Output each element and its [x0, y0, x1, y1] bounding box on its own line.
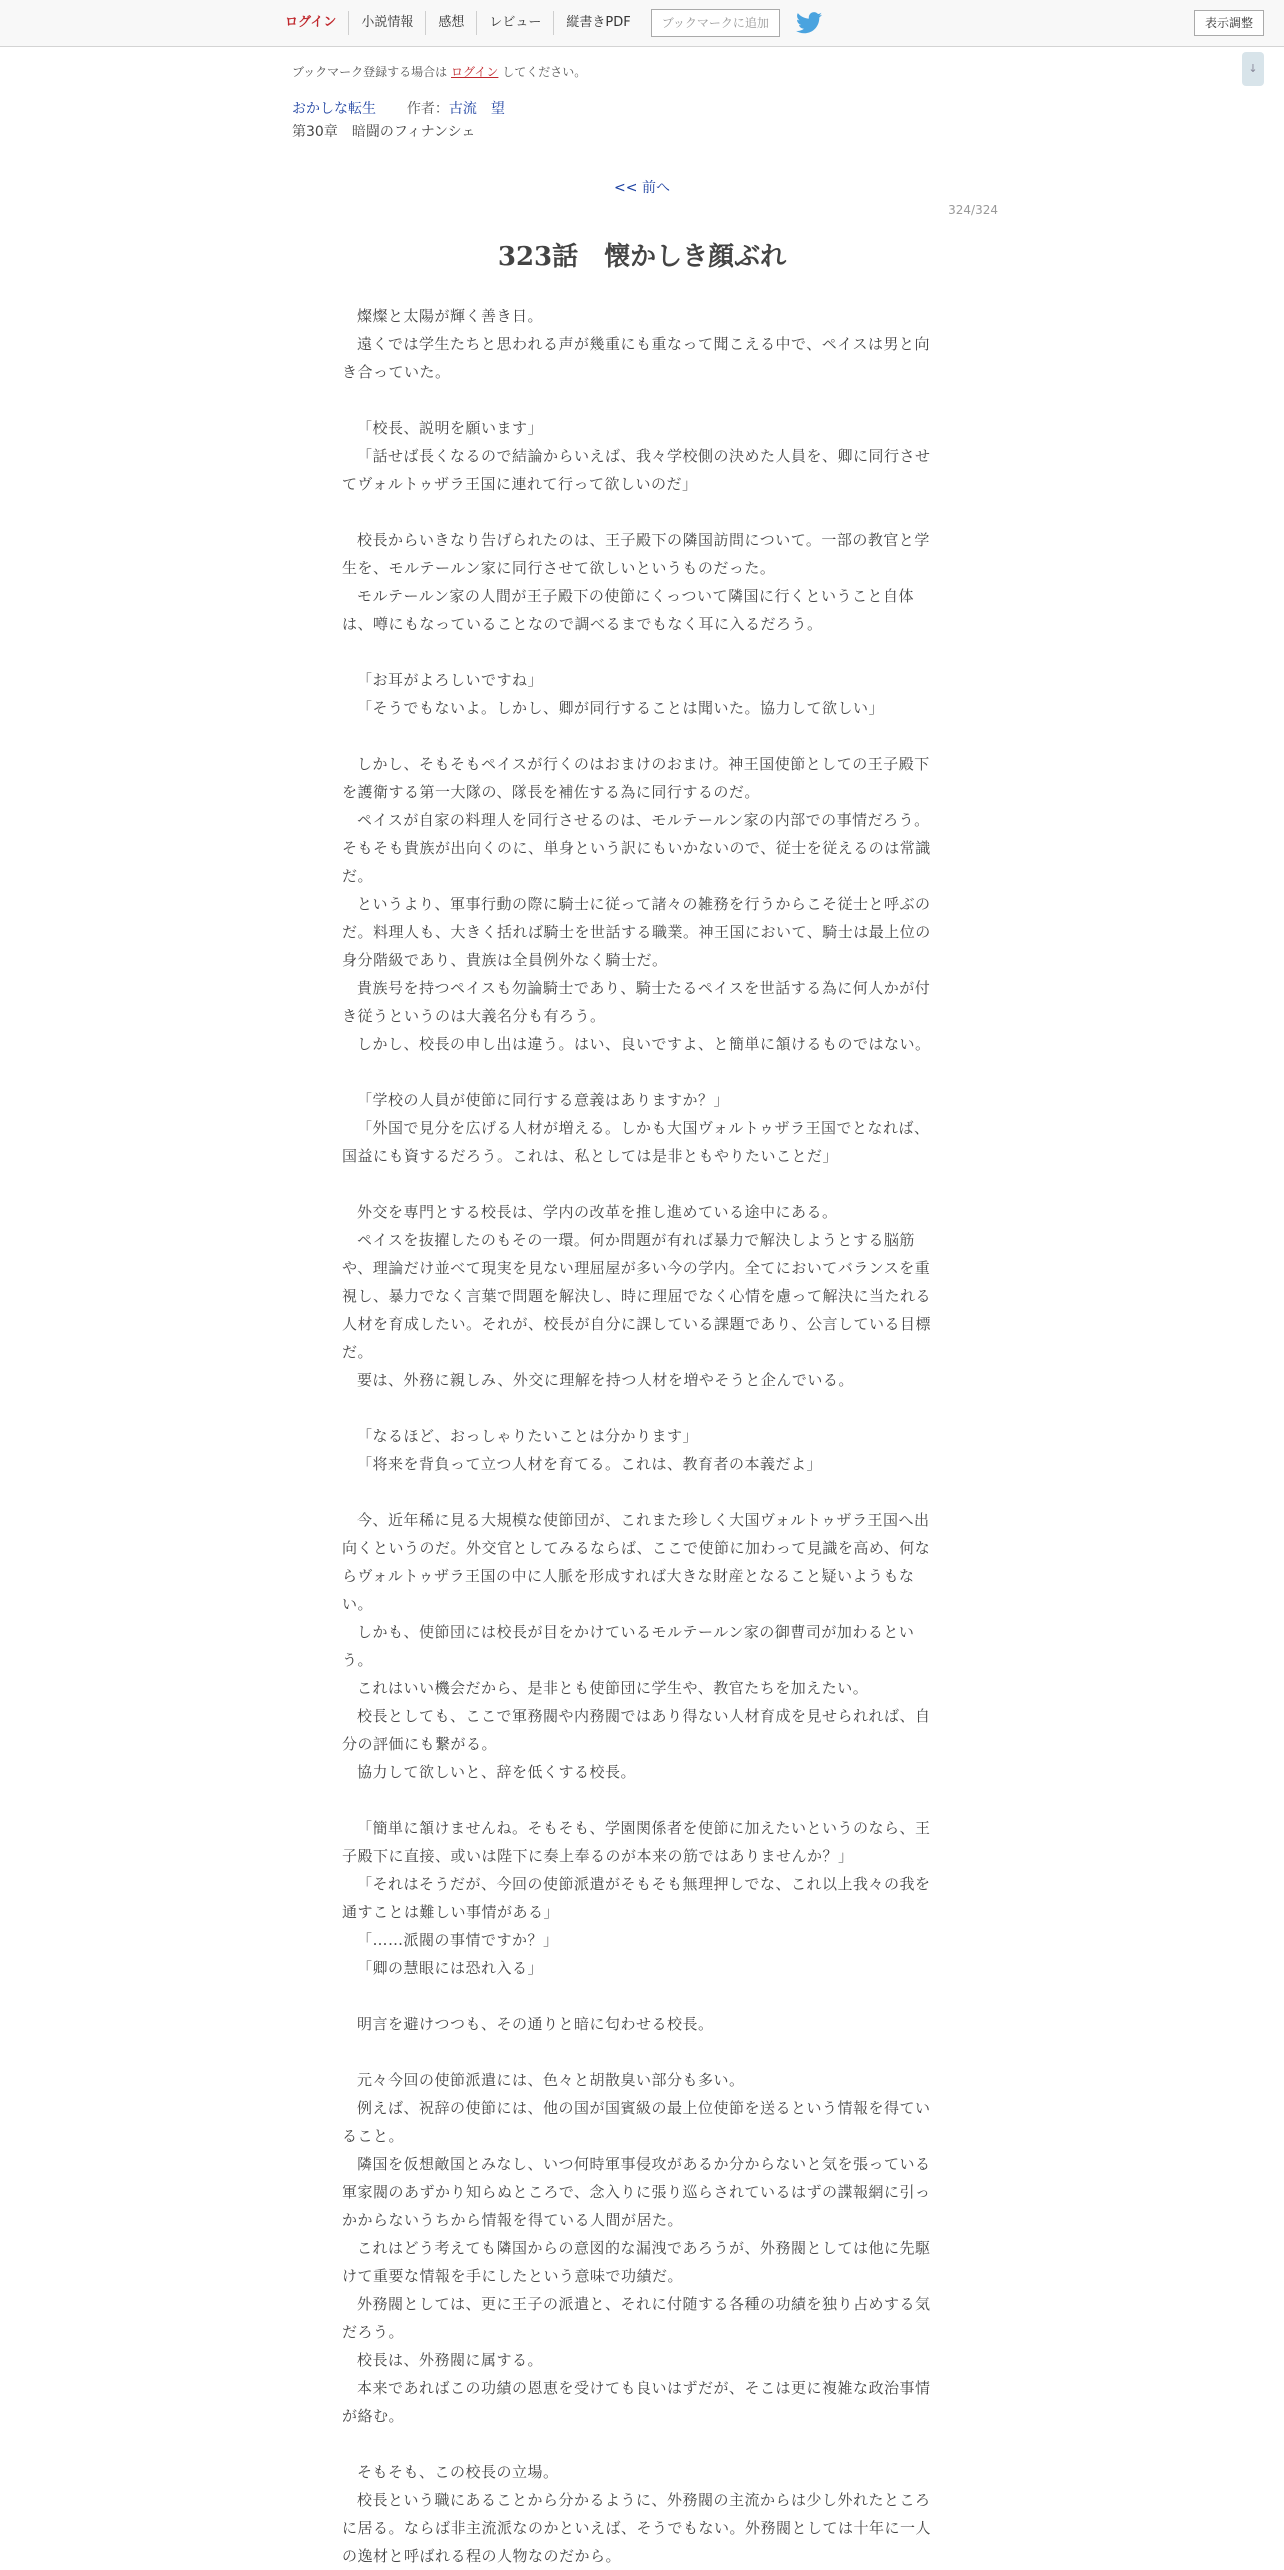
author-link[interactable]: 古流 望	[448, 101, 505, 117]
body-paragraph: 貴族号を持つペイスも勿論騎士であり、騎士たるペイスを世話する為に何人かが付き従うというのは大義名分も有ろう。	[342, 979, 931, 1025]
body-paragraph: 遠くでは学生たちと思われる声が幾重にも重なって聞こえる中で、ペイスは男と向き合っていた。	[342, 335, 931, 381]
twitter-bird-icon	[796, 12, 822, 34]
body-paragraph: 今、近年稀に見る大規模な使節団が、これまた珍しく大国ヴォルトゥザラ王国へ出向くというのだ。外交官としてみるならば、ここで使節に加わって見識を高め、何ならヴォルトゥザラ王国の中に人脈を形成すれば大きな財産となること疑いようもない。	[342, 1511, 931, 1613]
display-adjust-button[interactable]: 表示調整	[1194, 10, 1264, 36]
body-paragraph: モルテールン家の人間が王子殿下の使節にくっついて隣国に行くということ自体は、噂にもなっていることなので調べるまでもなく耳に入るだろう。	[342, 587, 915, 633]
body-paragraph: 「話せば長くなるので結論からいえば、我々学校側の決めた人員を、卿に同行させてヴォルトゥザラ王国に連れて行って欲しいのだ」	[342, 447, 931, 493]
blank-line	[342, 2430, 934, 2458]
body-paragraph: ペイスを抜擢したのもその一環。何か問題が有れば暴力で解決しようとする脳筋や、理論だけ並べて現実を見ない理屈屋が多い今の学内。全てにおいてバランスを重視し、暴力でなく言葉で問題を解決し、時に理屈でなく心情を慮って解決に当たれる人材を育成したい。それが、校長が自分に課している課題であり、公言している目標だ。	[342, 1231, 932, 1361]
body-paragraph: 元々今回の使節派遣には、色々と胡散臭い部分も多い。	[357, 2071, 745, 2089]
page-counter: 324/324	[948, 203, 998, 217]
nav-login-link[interactable]: ログイン	[285, 15, 337, 30]
main-nav	[273, 0, 822, 46]
blank-line	[342, 1982, 934, 2010]
body-paragraph: これはいい機会だから、是非とも使節団に学生や、教官たちを加えたい。	[357, 1679, 869, 1697]
body-paragraph: というより、軍事行動の際に騎士に従って諸々の雑務を行うからこそ従士と呼ぶのだ。料理人も、大きく括れば騎士を世話する職業。神王国において、騎士は最上位の身分階級であり、貴族は全員例外なく騎士だ。	[342, 895, 931, 969]
twitter-share-icon[interactable]	[796, 12, 822, 34]
top-navigation-bar	[0, 0, 1284, 47]
body-paragraph: 「そうでもないよ。しかし、卿が同行することは聞いた。協力して欲しい」	[357, 699, 885, 717]
body-paragraph: しかし、校長の申し出は違う。はい、良いですよ、と簡単に頷けるものではない。	[357, 1035, 931, 1053]
notice-text-post: してください。	[502, 65, 587, 79]
body-paragraph: 「……派閥の事情ですか？」	[357, 1931, 559, 1949]
body-paragraph: 明言を避けつつも、その通りと暗に匂わせる校長。	[357, 2015, 714, 2033]
novel-meta	[292, 98, 505, 118]
body-paragraph: 「それはそうだが、今回の使節派遣がそもそも無理押しでな、これ以上我々の我を通すことは難しい事情がある」	[342, 1875, 931, 1921]
blank-line	[342, 2038, 934, 2066]
body-paragraph: 「簡単に頷けませんね。そもそも、学園関係者を使節に加えたいというのなら、王子殿下に直接、或いは陛下に奏上奉るのが本来の筋ではありませんか？」	[342, 1819, 931, 1865]
scroll-down-tab[interactable]	[1242, 52, 1264, 86]
body-paragraph: 燦燦と太陽が輝く善き日。	[357, 307, 544, 325]
body-paragraph: 隣国を仮想敵国とみなし、いつ何時軍事侵攻があるか分からないと気を張っている軍家閥のあずかり知らぬところで、念入りに張り巡らされているはずの諜報網に引っかからないうちから情報を得ている人間が居た。	[342, 2155, 931, 2229]
body-paragraph: 校長からいきなり告げられたのは、王子殿下の隣国訪問について。一部の教官と学生を、モルテールン家に同行させて欲しいというものだった。	[342, 531, 930, 577]
blank-line	[342, 1786, 934, 1814]
notice-text-pre: ブックマーク登録する場合は	[292, 65, 448, 79]
body-paragraph: これはどう考えても隣国からの意図的な漏洩であろうが、外務閥としては他に先駆けて重要な情報を手にしたという意味で功績だ。	[342, 2239, 931, 2285]
body-paragraph: 要は、外務に親しみ、外交に理解を持つ人材を増やそうと企んでいる。	[357, 1371, 854, 1389]
body-paragraph: 「学校の人員が使節に同行する意義はありますか？」	[357, 1091, 730, 1109]
nav-review-link[interactable]: レビュー	[476, 11, 553, 35]
notice-login-link[interactable]: ログイン	[451, 65, 499, 79]
body-paragraph: 「なるほど、おっしゃりたいことは分かります」	[357, 1427, 699, 1445]
blank-line	[342, 722, 934, 750]
body-paragraph: しかも、使節団には校長が目をかけているモルテールン家の御曹司が加わるという。	[342, 1623, 915, 1669]
bookmark-login-notice	[292, 63, 586, 80]
blank-line	[342, 1170, 934, 1198]
novel-title-link[interactable]: おかしな転生	[292, 101, 376, 117]
nav-novel-info-link[interactable]: 小説情報	[348, 11, 425, 35]
body-paragraph: 外交を専門とする校長は、学内の改革を推し進めている途中にある。	[357, 1203, 838, 1221]
body-paragraph: 「卿の慧眼には恐れ入る」	[357, 1959, 544, 1977]
prev-page-link[interactable]: << 前へ	[614, 180, 670, 196]
blank-line	[342, 1394, 934, 1422]
nav-impressions-link[interactable]: 感想	[425, 11, 476, 35]
add-bookmark-button[interactable]: ブックマークに追加	[651, 9, 780, 37]
body-paragraph: 「お耳がよろしいですね」	[357, 671, 544, 689]
body-paragraph: 校長という職にあることから分かるように、外務閥の主流からは少し外れたところに居る。ならば非主流派なのかといえば、そうでもない。外務閥としては十年に一人の逸材と呼ばれる程の人物なのだから。	[342, 2491, 932, 2565]
blank-line	[342, 386, 934, 414]
body-paragraph: 本来であればこの功績の恩恵を受けても良いはずだが、そこは更に複雑な政治事情が絡む。	[342, 2379, 931, 2425]
down-arrow-icon: ↓	[1248, 62, 1258, 75]
body-paragraph: 校長は、外務閥に属する。	[357, 2351, 544, 2369]
body-paragraph: 「将来を背負って立つ人材を育てる。これは、教育者の本義だよ」	[357, 1455, 823, 1473]
body-paragraph: しかし、そもそもペイスが行くのはおまけのおまけ。神王国使節としての王子殿下を護衛する第一大隊の、隊長を補佐する為に同行するのだ。	[342, 755, 930, 801]
author-label: 作者：	[406, 101, 449, 117]
blank-line	[342, 498, 934, 526]
body-paragraph: 例えば、祝辞の使節には、他の国が国賓級の最上位使節を送るという情報を得ていること。	[342, 2099, 931, 2145]
body-paragraph: 「外国で見分を広げる人材が増える。しかも大国ヴォルトゥザラ王国でとなれば、国益にも資するだろう。これは、私としては是非ともやりたいことだ」	[342, 1119, 930, 1165]
blank-line	[342, 638, 934, 666]
body-paragraph: 協力して欲しいと、辞を低くする校長。	[357, 1763, 637, 1781]
body-paragraph: ペイスが自家の料理人を同行させるのは、モルテールン家の内部での事情だろう。そもそも貴族が出向くのに、単身という訳にもいかないので、従士を従えるのは常識だ。	[342, 811, 931, 885]
blank-line	[342, 1478, 934, 1506]
body-paragraph: 外務閥としては、更に王子の派遣と、それに付随する各種の功績を独り占めする気だろう。	[342, 2295, 931, 2341]
nav-vertical-pdf-link[interactable]: 縦書きPDF	[553, 11, 642, 35]
body-paragraph: 校長としても、ここで軍務閥や内務閥ではあり得ない人材育成を見せられれば、自分の評価にも繋がる。	[342, 1707, 931, 1753]
novel-body-text	[342, 302, 934, 2570]
blank-line	[342, 1058, 934, 1086]
body-paragraph: そもそも、この校長の立場。	[357, 2463, 559, 2481]
chapter-title: 第30章 暗闘のフィナンシェ	[292, 124, 476, 140]
episode-title: 323話 懐かしき顔ぶれ	[497, 242, 787, 272]
body-paragraph: 「校長、説明を願います」	[357, 419, 544, 437]
